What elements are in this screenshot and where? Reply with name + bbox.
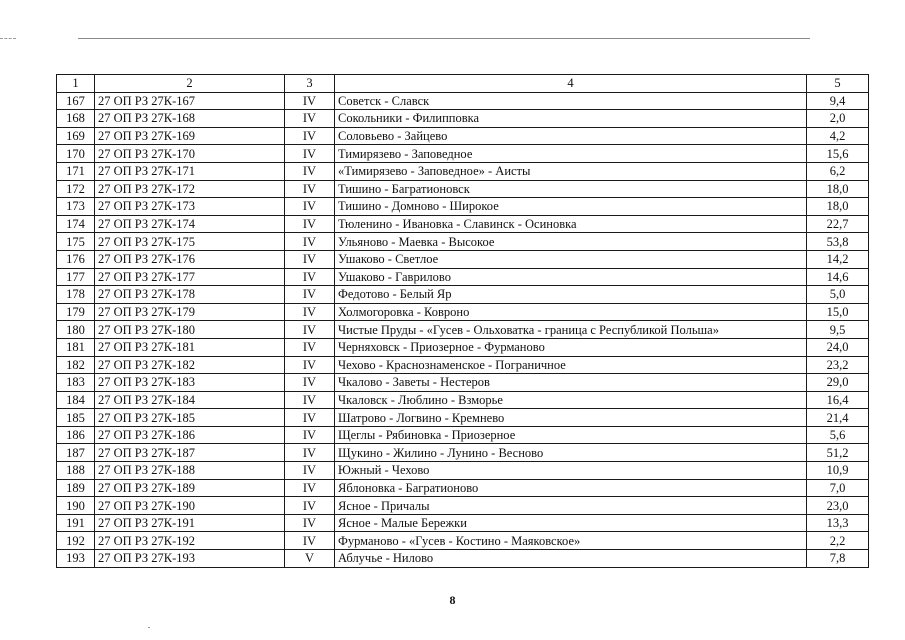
cell-length: 9,4 [807,92,869,110]
table-row [57,127,869,145]
cell-number: 177 [57,268,95,286]
cell-category: IV [285,303,335,321]
cell-length: 16,4 [807,391,869,409]
cell-length: 18,0 [807,198,869,216]
cell-road-code: 27 ОП РЗ 27К-173 [95,198,285,216]
cell-road-name: Южный - Чехово [335,462,807,480]
cell-road-name: «Тимирязево - Заповедное» - Аисты [335,162,807,180]
cell-length: 4,2 [807,127,869,145]
cell-length: 2,0 [807,110,869,128]
cell-road-name: Тимирязево - Заповедное [335,145,807,163]
cell-road-code: 27 ОП РЗ 27К-193 [95,550,285,568]
cell-category: IV [285,198,335,216]
cell-road-code: 27 ОП РЗ 27К-175 [95,233,285,251]
cell-number: 184 [57,391,95,409]
cell-road-code: 27 ОП РЗ 27К-182 [95,356,285,374]
table-row [57,145,869,163]
cell-number: 187 [57,444,95,462]
cell-road-code: 27 ОП РЗ 27К-186 [95,426,285,444]
cell-category: IV [285,409,335,427]
cell-number: 192 [57,532,95,550]
cell-road-code: 27 ОП РЗ 27К-168 [95,110,285,128]
cell-road-name: Яблоновка - Багратионово [335,479,807,497]
cell-road-code: 27 ОП РЗ 27К-169 [95,127,285,145]
table-row [57,374,869,392]
cell-category: IV [285,110,335,128]
cell-length: 5,6 [807,426,869,444]
cell-category: IV [285,233,335,251]
cell-category: IV [285,426,335,444]
cell-category: IV [285,497,335,515]
cell-category: IV [285,145,335,163]
cell-road-code: 27 ОП РЗ 27К-191 [95,514,285,532]
cell-category: IV [285,321,335,339]
cell-road-name: Советск - Славск [335,92,807,110]
header-rule [78,38,810,39]
cell-category: IV [285,162,335,180]
cell-length: 23,2 [807,356,869,374]
column-header-category: 3 [285,75,335,93]
table-row [57,250,869,268]
table-row [57,162,869,180]
cell-number: 168 [57,110,95,128]
table-row [57,444,869,462]
cell-road-name: Чкалово - Заветы - Нестеров [335,374,807,392]
cell-road-name: Соловьево - Зайцево [335,127,807,145]
cell-number: 190 [57,497,95,515]
cell-road-name: Щеглы - Рябиновка - Приозерное [335,426,807,444]
cell-category: IV [285,338,335,356]
table-row [57,321,869,339]
cell-length: 14,6 [807,268,869,286]
page-number: 8 [449,593,456,607]
cell-road-name: Тишино - Домново - Широкое [335,198,807,216]
cell-road-name: Тюленино - Ивановка - Славинск - Осиновка [335,215,807,233]
cell-length: 2,2 [807,532,869,550]
cell-number: 170 [57,145,95,163]
cell-road-code: 27 ОП РЗ 27К-192 [95,532,285,550]
cell-length: 22,7 [807,215,869,233]
cell-category: IV [285,374,335,392]
cell-length: 24,0 [807,338,869,356]
table-row [57,198,869,216]
cell-road-code: 27 ОП РЗ 27К-179 [95,303,285,321]
cell-road-name: Шатрово - Логвино - Кремнево [335,409,807,427]
cell-category: IV [285,391,335,409]
cell-number: 175 [57,233,95,251]
cell-road-code: 27 ОП РЗ 27К-174 [95,215,285,233]
cell-category: IV [285,286,335,304]
cell-number: 183 [57,374,95,392]
table-row [57,338,869,356]
cell-length: 7,8 [807,550,869,568]
cell-number: 182 [57,356,95,374]
cell-road-code: 27 ОП РЗ 27К-184 [95,391,285,409]
cell-road-code: 27 ОП РЗ 27К-183 [95,374,285,392]
cell-number: 180 [57,321,95,339]
table-row [57,303,869,321]
cell-road-code: 27 ОП РЗ 27К-187 [95,444,285,462]
table-header-row [57,75,869,93]
cell-road-name: Сокольники - Филипповка [335,110,807,128]
table-row [57,497,869,515]
cell-road-code: 27 ОП РЗ 27К-188 [95,462,285,480]
cell-length: 53,8 [807,233,869,251]
table-row [57,286,869,304]
table-row [57,532,869,550]
cell-length: 9,5 [807,321,869,339]
cell-category: IV [285,479,335,497]
cell-length: 7,0 [807,479,869,497]
cell-length: 23,0 [807,497,869,515]
cell-road-name: Ясное - Причалы [335,497,807,515]
cell-number: 169 [57,127,95,145]
cell-number: 188 [57,462,95,480]
cell-category: IV [285,356,335,374]
cell-length: 15,0 [807,303,869,321]
scan-speck [148,627,150,628]
cell-length: 21,4 [807,409,869,427]
table-row [57,233,869,251]
cell-length: 10,9 [807,462,869,480]
cell-number: 186 [57,426,95,444]
cell-road-name: Тишино - Багратионовск [335,180,807,198]
cell-category: IV [285,250,335,268]
cell-category: IV [285,514,335,532]
table-row [57,92,869,110]
cell-category: IV [285,180,335,198]
cell-road-name: Чехово - Краснознаменское - Пограничное [335,356,807,374]
cell-road-code: 27 ОП РЗ 27К-177 [95,268,285,286]
cell-number: 185 [57,409,95,427]
table-row [57,426,869,444]
table-row [57,356,869,374]
cell-road-name: Аблучье - Нилово [335,550,807,568]
cell-road-code: 27 ОП РЗ 27К-171 [95,162,285,180]
cell-length: 15,6 [807,145,869,163]
cell-road-code: 27 ОП РЗ 27К-180 [95,321,285,339]
cell-road-code: 27 ОП РЗ 27К-189 [95,479,285,497]
left-edge-dash [0,38,16,39]
cell-road-name: Фурманово - «Гусев - Костино - Маяковское» [335,532,807,550]
cell-road-code: 27 ОП РЗ 27К-190 [95,497,285,515]
column-header-number: 1 [57,75,95,93]
cell-road-code: 27 ОП РЗ 27К-172 [95,180,285,198]
cell-number: 193 [57,550,95,568]
cell-category: IV [285,444,335,462]
cell-length: 18,0 [807,180,869,198]
cell-number: 176 [57,250,95,268]
table-row [57,409,869,427]
cell-category: IV [285,127,335,145]
cell-road-code: 27 ОП РЗ 27К-167 [95,92,285,110]
cell-road-name: Черняховск - Приозерное - Фурманово [335,338,807,356]
cell-road-code: 27 ОП РЗ 27К-178 [95,286,285,304]
cell-length: 13,3 [807,514,869,532]
column-header-code: 2 [95,75,285,93]
cell-category: IV [285,268,335,286]
table-row [57,479,869,497]
cell-length: 6,2 [807,162,869,180]
cell-number: 171 [57,162,95,180]
table-row [57,514,869,532]
table-row [57,268,869,286]
cell-length: 29,0 [807,374,869,392]
cell-road-name: Ушаково - Светлое [335,250,807,268]
cell-road-name: Ульяново - Маевка - Высокое [335,233,807,251]
cell-category: V [285,550,335,568]
cell-number: 172 [57,180,95,198]
cell-category: IV [285,462,335,480]
cell-road-name: Щукино - Жилино - Лунино - Весново [335,444,807,462]
cell-number: 173 [57,198,95,216]
cell-number: 189 [57,479,95,497]
table-row [57,391,869,409]
table-row [57,180,869,198]
cell-number: 174 [57,215,95,233]
cell-road-name: Холмогоровка - Ковроно [335,303,807,321]
cell-number: 178 [57,286,95,304]
table-row [57,550,869,568]
cell-category: IV [285,532,335,550]
cell-number: 179 [57,303,95,321]
cell-road-name: Чкаловск - Люблино - Взморье [335,391,807,409]
cell-category: IV [285,92,335,110]
column-header-length: 5 [807,75,869,93]
cell-road-name: Федотово - Белый Яр [335,286,807,304]
cell-number: 191 [57,514,95,532]
table-row [57,215,869,233]
cell-length: 14,2 [807,250,869,268]
cell-road-name: Ясное - Малые Бережки [335,514,807,532]
cell-road-name: Ушаково - Гаврилово [335,268,807,286]
cell-road-code: 27 ОП РЗ 27К-185 [95,409,285,427]
table-row [57,462,869,480]
cell-length: 5,0 [807,286,869,304]
cell-road-code: 27 ОП РЗ 27К-170 [95,145,285,163]
cell-road-code: 27 ОП РЗ 27К-181 [95,338,285,356]
cell-number: 181 [57,338,95,356]
column-header-name: 4 [335,75,807,93]
cell-category: IV [285,215,335,233]
table-row [57,110,869,128]
cell-number: 167 [57,92,95,110]
cell-road-code: 27 ОП РЗ 27К-176 [95,250,285,268]
cell-road-name: Чистые Пруды - «Гусев - Ольховатка - граница с Республикой Польша» [335,321,807,339]
cell-length: 51,2 [807,444,869,462]
roads-table [56,74,869,568]
